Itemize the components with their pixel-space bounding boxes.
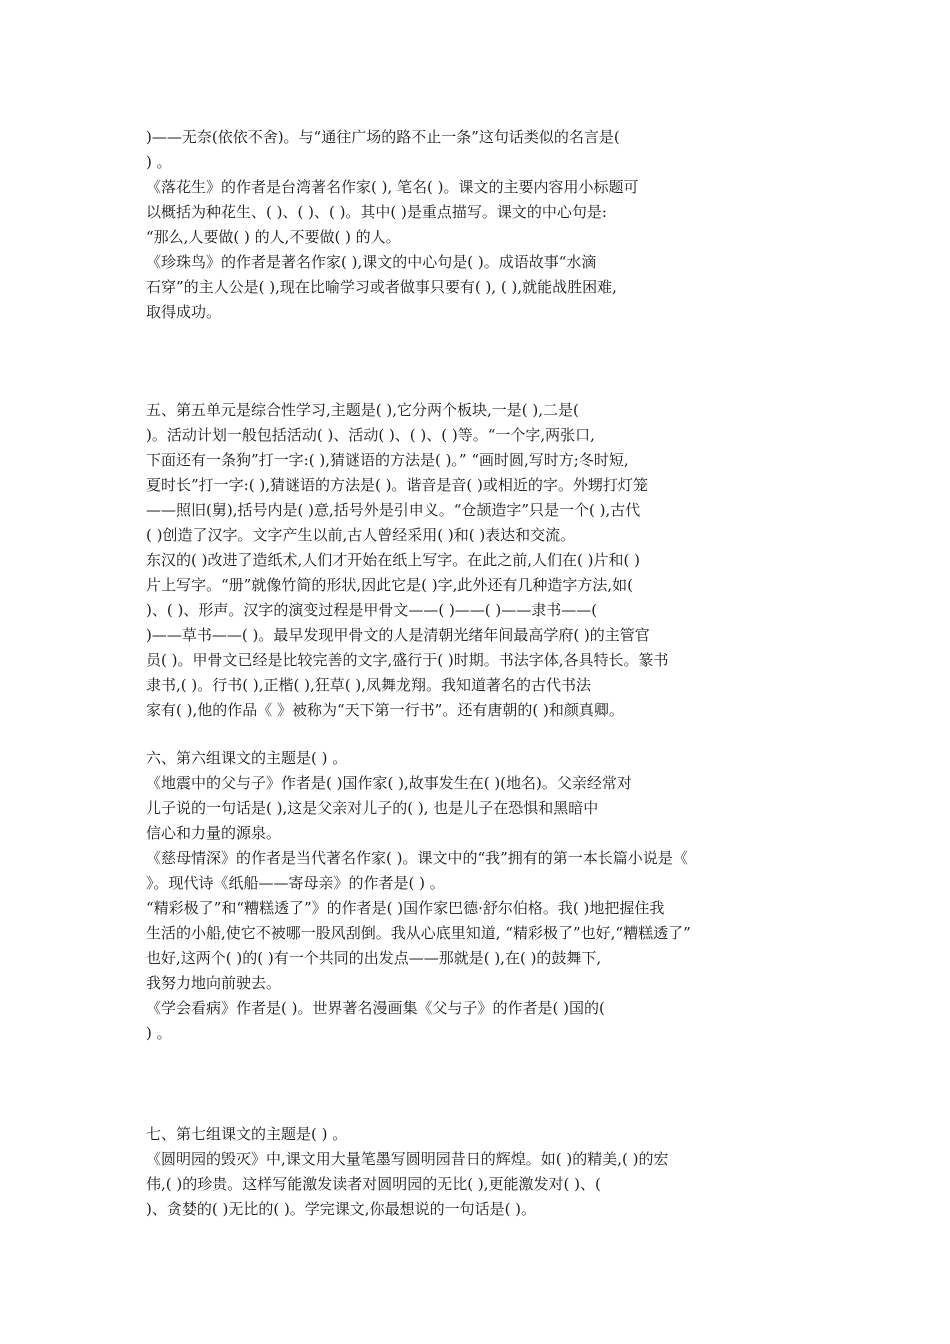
text-line: 《学会看病》作者是( )。世界著名漫画集《父与子》的作者是( )国的( [146,999,605,1017]
text-line: 东汉的( )改进了造纸术,人们才开始在纸上写字。在此之前,人们在( )片和( ) [146,551,640,569]
text-line: ( )创造了汉字。文字产生以前,古人曾经采用( )和( )表达和交流。 [146,526,576,544]
text-line: )——无奈(依依不舍)。与“通往广场的路不止一条”这句话类似的名言是( [146,128,620,146]
text-line: “精彩极了”和“糟糕透了”》的作者是( )国作家巴德·舒尔伯格。我( )地把握住我 [146,899,665,917]
text-line: 下面还有一条狗”打一字:( ),猜谜语的方法是( )。” “画时圆,写时方;冬时短, [146,451,629,469]
text-line: ) 。 [146,1024,172,1042]
text-line: 《地震中的父与子》作者是( )国作家( ),故事发生在( )(地名)。父亲经常对 [146,774,632,792]
text-line: ——照旧(舅),括号内是( )意,括号外是引申义。“仓颉造字”只是一个( ),古代 [146,501,641,519]
section-six-parents-love [146,746,810,1046]
text-line: “那么,人要做( ) 的人,不要做( ) 的人。 [146,228,401,246]
text-line: 《圆明园的毁灭》中,课文用大量笔墨写圆明园昔日的辉煌。如( )的精美,( )的宏 [146,1150,669,1168]
text-line: 取得成功。 [146,303,222,321]
text-line: 隶书,( )。行书( ),正楷( ),狂草( ),凤舞龙翔。我知道著名的古代书法 [146,676,591,694]
text-line: 七、第七组课文的主题是( ) 。 [146,1125,348,1143]
text-line: )、( )、形声。汉字的演变过程是甲骨文——( )——( )——隶书——( [146,601,598,619]
text-line: 夏时长”打一字:( ),猜谜语的方法是( )。谐音是音( )或相近的字。外甥打灯笼 [146,476,648,494]
text-line: 《慈母情深》的作者是当代著名作家( )。课文中的“我”拥有的第一本长篇小说是《 [146,849,688,867]
text-line: 信心和力量的源泉。 [146,824,282,842]
text-line: 我努力地向前驶去。 [146,974,282,992]
text-line: ) 。 [146,153,172,171]
text-line: 《珍珠鸟》的作者是著名作家( ),课文的中心句是( )。成语故事“水滴 [146,253,597,271]
text-line: )。活动计划一般包括活动( )、活动( )、( )、( )等。“一个字,两张口, [146,426,595,444]
text-line: 六、第六组课文的主题是( ) 。 [146,749,348,767]
text-line: 也好,这两个( )的( )有一个共同的出发点——那就是( ),在( )的鼓舞下, [146,949,602,967]
text-line: 生活的小船,使它不被哪一股风刮倒。我从心底里知道, “精彩极了”也好,“糟糕透了” [146,924,691,942]
section-seven-yuanmingyuan [146,1122,810,1222]
text-line: 家有( ),他的作品《 》被称为“天下第一行书”。还有唐朝的( )和颜真卿。 [146,701,624,719]
text-line: 《落花生》的作者是台湾著名作家( ), 笔名( )。课文的主要内容用小标题可 [146,178,639,196]
text-line: 伟,( )的珍贵。这样写能激发读者对圆明园的无比( ),更能激发对( )、( [146,1175,601,1193]
text-line: 五、第五单元是综合性学习,主题是( ),它分两个板块,一是( ),二是( [146,401,579,419]
text-line: )、贪婪的( )无比的( )。学完课文,你最想说的一句话是( )。 [146,1200,537,1218]
text-line: 以概括为种花生、( )、( )、( )。其中( )是重点描写。课文的中心句是: [146,203,607,221]
text-line: 片上写字。“册”就像竹简的形状,因此它是( )字,此外还有几种造字方法,如( [146,576,633,594]
text-line: 》。现代诗《纸船——寄母亲》的作者是( ) 。 [146,874,445,892]
paragraph-luohuasheng-zhenzhuniao [146,125,810,325]
text-line: 儿子说的一句话是( ),这是父亲对儿子的( ), 也是儿子在恐惧和黑暗中 [146,799,599,817]
text-line: 石穿”的主人公是( ),现在比喻学习或者做事只要有( ), ( ),就能战胜困难, [146,278,617,296]
text-line: )——草书——( )。最早发现甲骨文的人是清朝光绪年间最高学府( )的主管官 [146,626,650,644]
text-line: 员( )。甲骨文已经是比较完善的文字,盛行于( )时期。书法字体,各具特长。篆书 [146,651,669,669]
section-five-chinese-characters [146,398,810,723]
